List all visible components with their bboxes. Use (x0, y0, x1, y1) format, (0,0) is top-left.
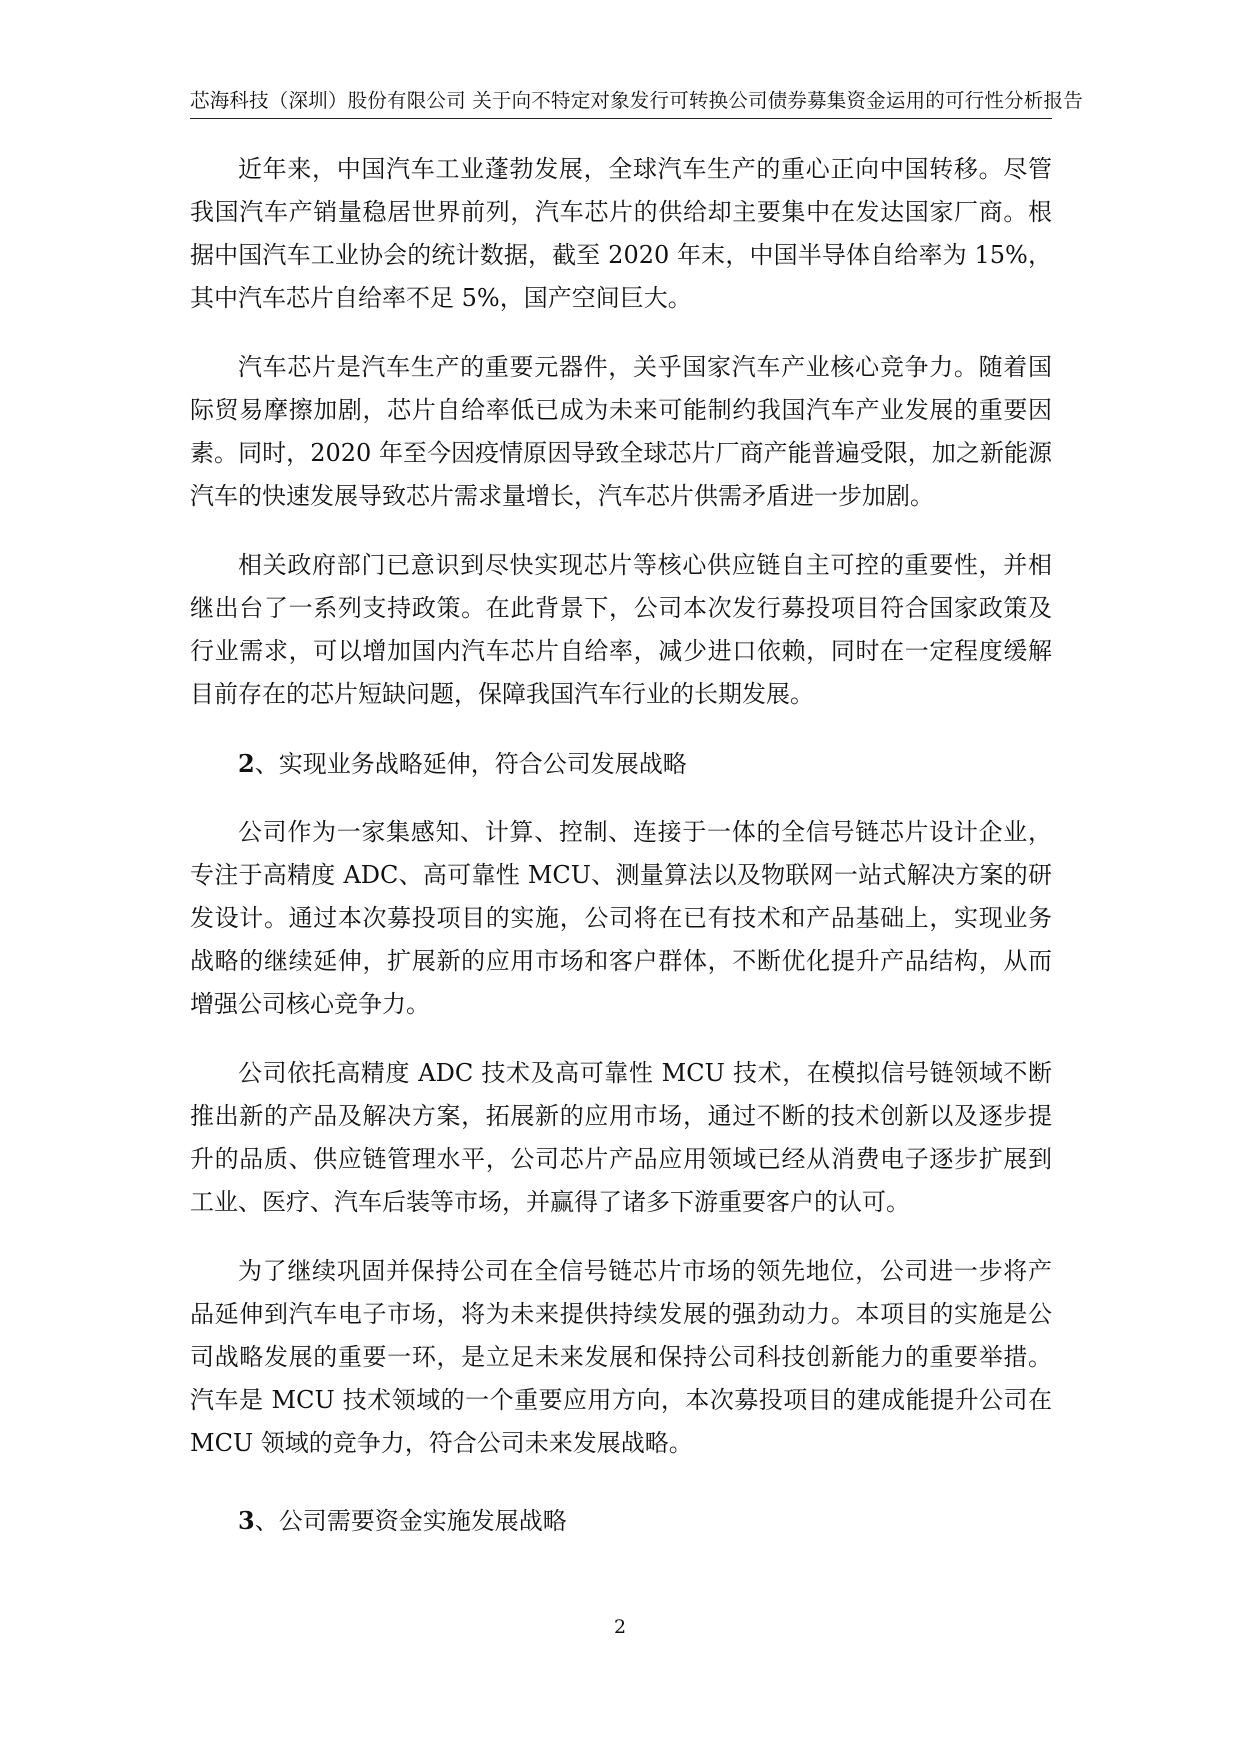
document-body (190, 148, 1052, 1568)
page-number: 2 (613, 1616, 627, 1638)
section-heading-3-number: 3 (238, 1506, 255, 1535)
section-heading-2 (190, 742, 1052, 786)
section-heading-2-number: 2 (238, 749, 255, 778)
paragraph-technology: 公司依托高精度 ADC 技术及高可靠性 MCU 技术，在模拟信号链领域不断推出新的产品及解决方案，拓展新的应用市场，通过不断的技术创新以及逐步提升的品质、供应链管理水平，公司芯片产品应用领域已经从消费电子逐步扩展到工业、医疗、汽车后装等市场，并赢得了诸多下游重要客户的认可。 (190, 1059, 1052, 1216)
paragraph-strategy: 为了继续巩固并保持公司在全信号链芯片市场的领先地位，公司进一步将产品延伸到汽车电子市场，将为未来提供持续发展的强劲动力。本项目的实施是公司战略发展的重要一环，是立足未来发展和保持公司科技创新能力的重要举措。汽车是 MCU 技术领域的一个重要应用方向，本次募投项目的建成能提升公司在 MCU 领域的竞争力，符合公司未来发展战略。 (190, 1257, 1052, 1457)
paragraph-company-profile: 公司作为一家集感知、计算、控制、连接于一体的全信号链芯片设计企业，专注于高精度 ADC、高可靠性 MCU、测量算法以及物联网一站式解决方案的研发设计。通过本次募投项目的实施，公司将在已有技术和产品基础上，实现业务战略的继续延伸，扩展新的应用市场和客户群体，不断优化提升产品结构，从而增强公司核心竞争力。 (190, 818, 1052, 1018)
page-header (190, 88, 1083, 119)
section-heading-3 (190, 1499, 1052, 1543)
header-title: 芯海科技（深圳）股份有限公司 关于向不特定对象发行可转换公司债券募集资金运用的可行性分析报告 (190, 89, 1083, 112)
section-heading-3-text: 、公司需要资金实施发展战略 (254, 1507, 567, 1535)
paragraph-policy-support: 相关政府部门已意识到尽快实现芯片等核心供应链自主可控的重要性，并相继出台了一系列支持政策。在此背景下，公司本次发行募投项目符合国家政策及行业需求，可以增加国内汽车芯片自给率，减少进口依赖，同时在一定程度缓解目前存在的芯片短缺问题，保障我国汽车行业的长期发展。 (190, 551, 1052, 708)
paragraph-auto-industry: 近年来，中国汽车工业蓬勃发展，全球汽车生产的重心正向中国转移。尽管我国汽车产销量稳居世界前列，汽车芯片的供给却主要集中在发达国家厂商。根据中国汽车工业协会的统计数据，截至 2020 年末，中国半导体自给率为 15%，其中汽车芯片自给率不足 5%，国产空间巨大。 (190, 155, 1052, 312)
section-heading-2-text: 、实现业务战略延伸，符合公司发展战略 (254, 750, 687, 778)
paragraph-chip-supply: 汽车芯片是汽车生产的重要元器件，关乎国家汽车产业核心竞争力。随着国际贸易摩擦加剧，芯片自给率低已成为未来可能制约我国汽车产业发展的重要因素。同时，2020 年至今因疫情原因导致全球芯片厂商产能普遍受限，加之新能源汽车的快速发展导致芯片需求量增长，汽车芯片供需矛盾进一步加剧。 (190, 353, 1052, 510)
